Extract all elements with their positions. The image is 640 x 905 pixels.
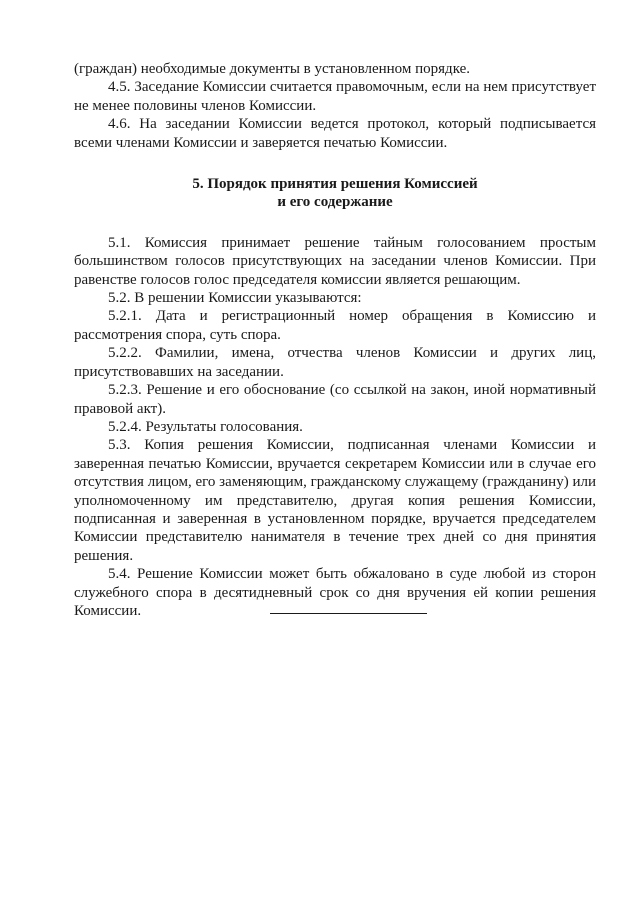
section-heading <box>74 175 596 212</box>
paragraph-5-2-3: 5.2.3. Решение и его обоснование (со ссылкой на закон, иной нормативный правовой акт). <box>74 382 596 417</box>
paragraph-5-2-2: 5.2.2. Фамилии, имена, отчества членов Комиссии и других лиц, присутствовавших на заседании. <box>74 345 596 380</box>
paragraph-5-4: 5.4. Решение Комиссии может быть обжаловано в суде любой из сторон служебного спора в десятидневный срок со дня вручения ей копии решения Комиссии. <box>74 566 596 619</box>
paragraph-5-2: 5.2. В решении Комиссии указываются: <box>108 290 362 307</box>
section-heading-line-2: и его содержание <box>277 194 393 211</box>
paragraph-4-6: 4.6. На заседании Комиссии ведется протокол, который подписывается всеми членами Комиссии и заверяется печатью Комиссии. <box>74 116 596 151</box>
paragraph-5-2-1: 5.2.1. Дата и регистрационный номер обращения в Комиссию и рассмотрения спора, суть спора. <box>74 308 596 343</box>
closing-separator-line <box>270 613 427 614</box>
paragraph-5-3: 5.3. Копия решения Комиссии, подписанная членами Комиссии и заверенная печатью Комиссии, вручается секретарем Комиссии или в случае его отсутствия лицом, его заменяющим, гражданскому служащему (гражданину) или уполномоченному им представителю, другая копия решения Комиссии, подписанная и заверенная в установленном порядке, вручается председателем Комиссии представителю нанимателя в течение трех дней со дня принятия решения. <box>74 437 596 564</box>
paragraph-5-1: 5.1. Комиссия принимает решение тайным голосованием простым большинством голосов присутствующих на заседании членов Комиссии. При равенстве голосов голос председателя комиссии является решающим. <box>74 234 596 288</box>
document-page <box>74 60 596 620</box>
paragraph-continuation: (граждан) необходимые документы в установленном порядке. <box>74 61 471 77</box>
section-heading-line-1: 5. Порядок принятия решения Комиссией <box>192 176 478 193</box>
paragraph-4-5: 4.5. Заседание Комиссии считается правомочным, если на нем присутствует не менее половины членов Комиссии. <box>74 79 596 114</box>
paragraph-5-2-4: 5.2.4. Результаты голосования. <box>108 418 303 435</box>
